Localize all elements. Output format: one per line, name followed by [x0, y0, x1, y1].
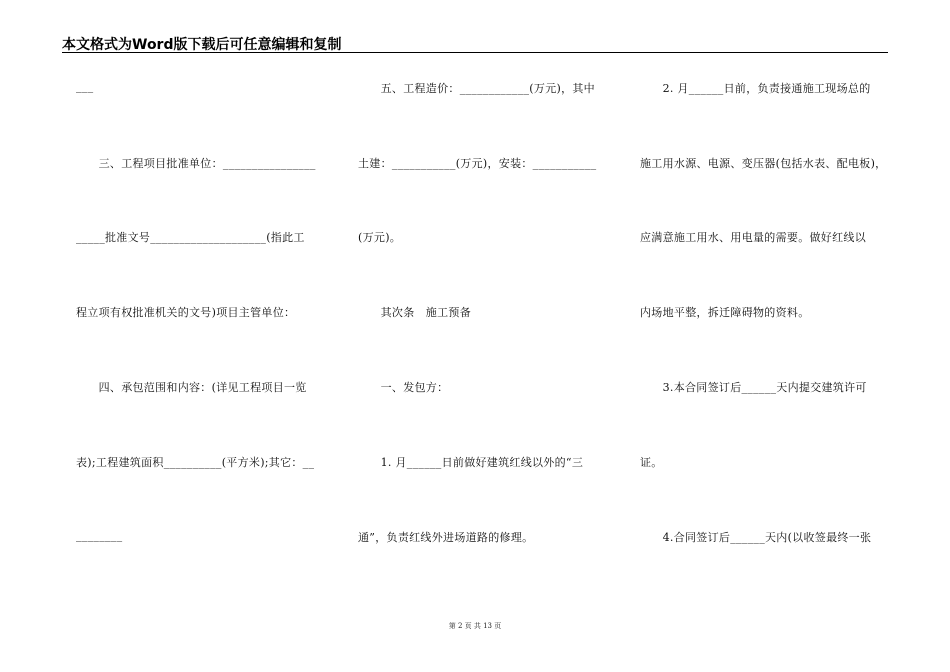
document-header-title: 本文格式为Word版下载后可任意编辑和复制 — [62, 37, 342, 53]
text-line: _____批准文号____________________(指此工 — [76, 231, 305, 244]
text-line: 施工用水源、电源、变压器(包括水表、配电板)， — [640, 157, 887, 170]
text-line: 五、工程造价：____________(万元)，其中 — [358, 82, 595, 95]
text-line: ___ — [76, 80, 94, 93]
text-line: 3.本合同签订后______天内提交建筑许可 — [640, 381, 867, 394]
text-line: 应满意施工用水、用电量的需要。做好红线以 — [640, 231, 866, 244]
text-line: 程立项有权批准机关的文号)项目主管单位： — [76, 306, 296, 319]
text-line: 内场地平整，拆迁障碍物的资料。 — [640, 306, 810, 319]
header-divider — [62, 52, 888, 53]
text-line: 四、承包范围和内容：(详见工程项目一览 — [76, 381, 307, 394]
text-line: 1. 月______日前做好建筑红线以外的“三 — [358, 456, 584, 469]
text-line: ________ — [76, 529, 123, 542]
page-number: 第 2 页 共 13 页 — [448, 622, 502, 630]
text-line: 通”，负责红线外进场道路的修理。 — [358, 531, 534, 544]
text-line: 4.合同签订后______天内(以收签最终一张 — [640, 531, 872, 544]
text-line: (万元)。 — [358, 231, 402, 244]
text-line: 表);工程建筑面积__________(平方米);其它：__ — [76, 456, 315, 469]
text-line: 三、工程项目批准单位：________________ — [76, 157, 316, 170]
text-line: 一、发包方： — [358, 381, 449, 394]
text-line: 土建：___________(万元)，安装：___________ — [358, 157, 597, 170]
text-line: 证。 — [640, 456, 663, 469]
text-line: 2. 月______日前，负责接通施工现场总的 — [640, 82, 871, 95]
text-line: 其次条 施工预备 — [358, 306, 471, 319]
